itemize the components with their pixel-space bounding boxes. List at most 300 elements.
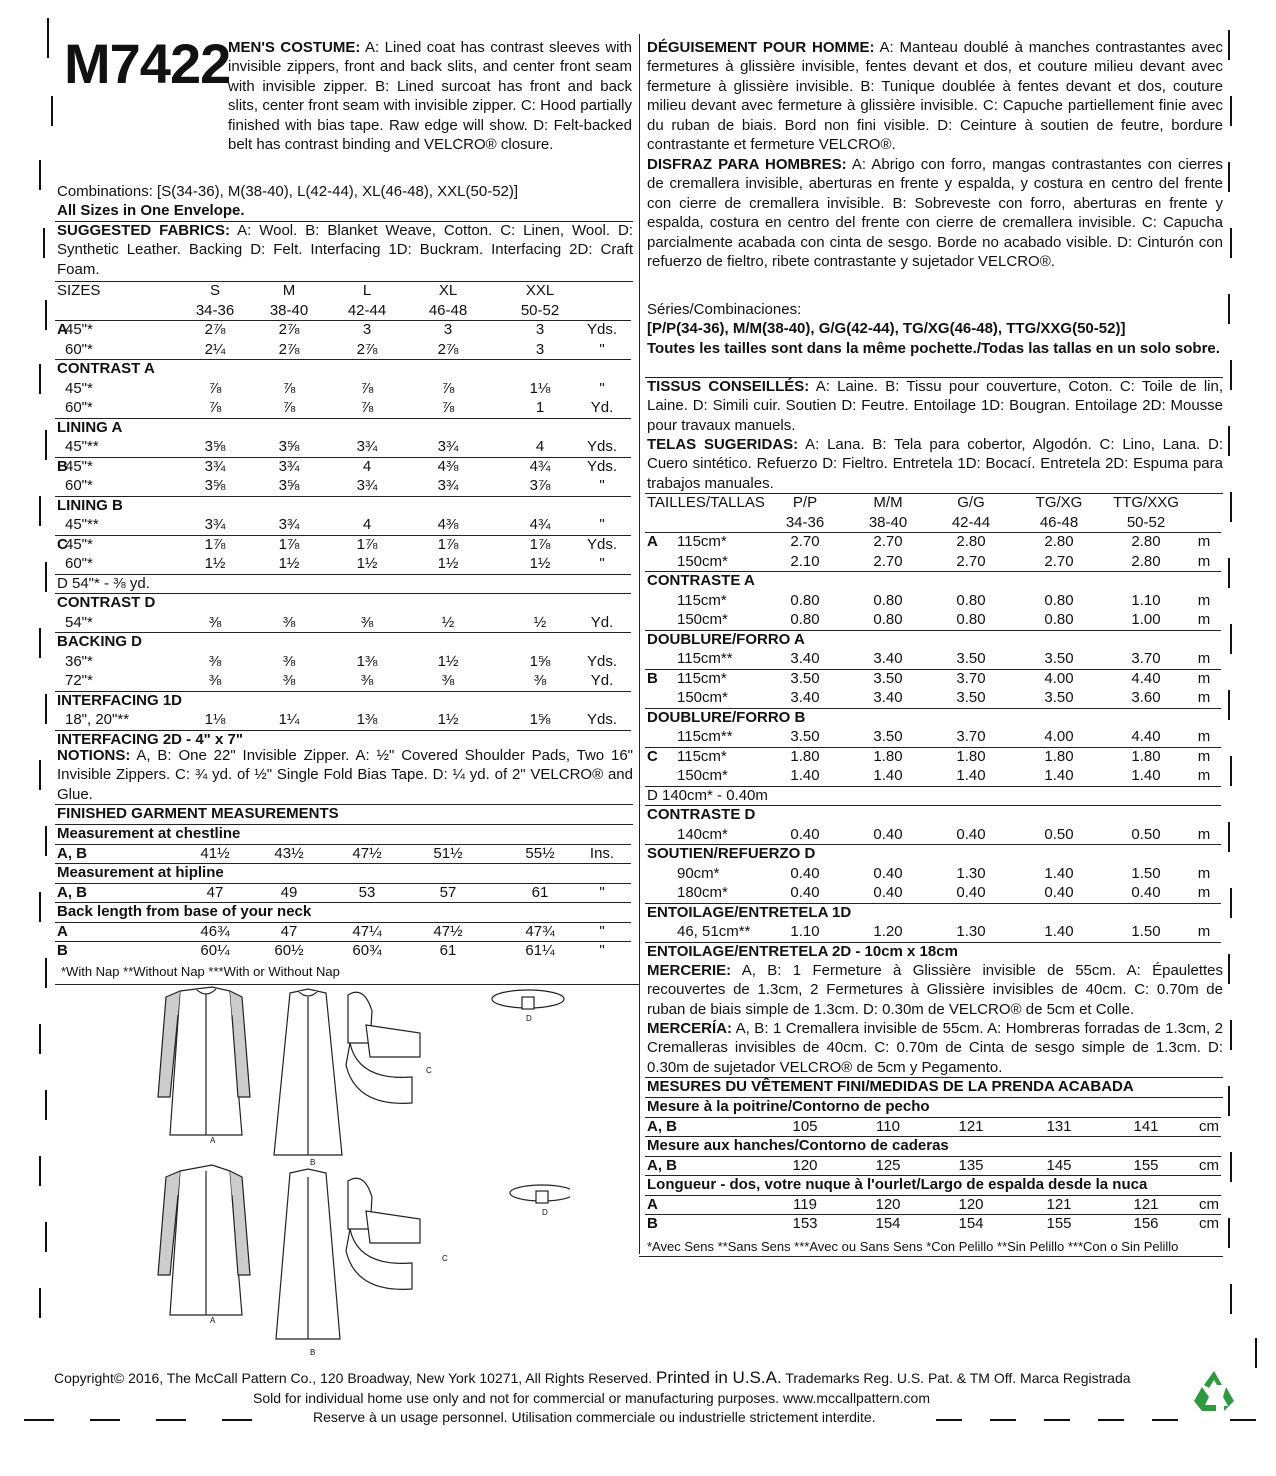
en-cell-value: 3	[535, 340, 545, 358]
metric-finished-view-label: A, B	[647, 1117, 677, 1135]
view-label-a: A	[210, 1136, 216, 1145]
en-header-size: XXL	[525, 282, 555, 299]
metric-cell-value: 1.80	[956, 747, 986, 765]
metric-section-heading: DOUBLURE/FORRO B	[647, 708, 806, 726]
metric-cell-value: 0.80	[790, 591, 820, 609]
view-label-b: B	[310, 1348, 316, 1357]
en-cell-value: ⅞	[282, 399, 296, 416]
metric-section-heading: SOUTIEN/REFUERZO D	[647, 845, 816, 862]
merceria: A, B: 1 Cremallera invisible de 55cm. A: Hombreras forradas de 1.3cm, 2 Cremalleras invisibles de 40cm. C: 0.70m de Cinta de sesgo simple de 1.3cm. D: 0.30m de sujetador VELCRO® de 5cm y Pegamento.	[647, 1020, 1223, 1076]
en-unit: "	[599, 516, 605, 533]
en-cell-value: 4	[535, 438, 545, 455]
metric-cell-value: 3.50	[956, 689, 986, 706]
fr-nap-note: *Avec Sens **Sans Sens ***Avec ou Sans Sens *Con Pelillo **Sin Pelillo ***Con o Sin Pelillo	[647, 1239, 1179, 1254]
metric-cell-value: 1.80	[790, 747, 820, 765]
metric-cell-value: 3.70	[956, 728, 986, 745]
en-cell-value: 3⅝	[278, 477, 300, 494]
en-fabric-width: 45"**	[65, 516, 99, 533]
metric-section-heading: ENTOILAGE/ENTRETELA 1D	[647, 903, 852, 921]
metric-header-size: TTG/XXG	[1113, 494, 1179, 511]
en-fabric-width: 45"*	[65, 457, 93, 475]
metric-cell-value: 1.40	[1131, 767, 1161, 784]
en-cell-value: 3¾	[204, 516, 226, 533]
en-cell-value: ⅞	[282, 379, 296, 397]
metric-header-size: P/P	[792, 494, 818, 511]
metric-cell-value: 2.80	[1131, 552, 1161, 570]
en-section-heading: LINING B	[57, 496, 123, 514]
en-cell-value: 3¾	[437, 477, 459, 494]
en-finished-cell-value: 51½	[433, 844, 463, 862]
en-finished-view-label: A	[57, 922, 68, 940]
metric-cell-value: 3.70	[956, 669, 986, 687]
metric-cell-value: 1.40	[956, 767, 986, 784]
mercerie: A, B: 1 Fermeture à Glissière invisible de 55cm. A: Épaulettes recouvertes de 1.3cm, 2 Fermetures à Glissière invisibles de 40cm. C: 0.70m de ruban de biais simple de 1.3cm. D: 0.30m de VELCRO® de 5cm et Colle.	[647, 962, 1224, 1018]
en-cell-value: 1⅞	[437, 535, 459, 553]
en-finished-cell-value: 53	[358, 883, 376, 901]
metric-fabric-width: 115cm**	[677, 728, 733, 745]
en-notions: A, B: One 22" Invisible Zipper. A: ½" Covered Shoulder Pads, Two 16" Invisible Zippers. C: ¾ yd. of ½" Single Fold Bias Tape. D: ¼ yd. of 2" VELCRO® and Glue.	[57, 747, 634, 803]
en-unit: Yds.	[586, 652, 618, 670]
en-cell-value: ⅞	[441, 379, 455, 397]
en-cell-value: 1¼	[278, 711, 300, 728]
en-cell-value: ⅜	[282, 672, 296, 689]
en-finished-unit: "	[599, 883, 605, 901]
sold-text: Sold for individual home use only and not for commercial or manufacturing purposes. www.mccallpattern.com	[253, 1390, 930, 1406]
view-label-d: D	[526, 1014, 532, 1023]
en-finished-cell-value: 61	[531, 883, 549, 901]
metric-fabric-width: 115cm*	[677, 747, 727, 765]
merceria-label: MERCERÍA:	[647, 1020, 732, 1037]
en-cell-value: 1⅞	[278, 535, 300, 553]
metric-cell-value: 0.40	[790, 864, 820, 882]
metric-finished-cell-value: 110	[876, 1117, 900, 1135]
en-combinations: Combinations: [S(34-36), M(38-40), L(42-44), XL(46-48), XXL(50-52)]	[57, 183, 519, 200]
en-cell-value: 2⅞	[204, 321, 226, 338]
view-label-d: D	[542, 1208, 548, 1217]
en-cell-value: ⅞	[360, 379, 374, 397]
en-cell-value: 1⅝	[529, 652, 551, 670]
metric-cell-value: 0.50	[1131, 825, 1161, 843]
en-finished-section-heading: Back length from base of your neck	[57, 903, 312, 920]
metric-unit: m	[1197, 650, 1211, 667]
en-finished-cell-value: 61	[439, 942, 457, 959]
metric-cell-value: 1.40	[1044, 923, 1074, 940]
en-description: A: Lined coat has contrast sleeves with invisible zippers, front and back slits, and center front seam with invisible zipper. B: Lined surcoat has front and back slits, center front seam with invisible zipper. C: Hood partially finished with bias tape. Raw edge will show. D: Felt-backed belt has contrast binding and VELCRO® closure.	[228, 39, 632, 154]
en-cell-value: ⅜	[360, 672, 374, 689]
pattern-code: M7422	[64, 32, 231, 95]
fr-title: DÉGUISEMENT POUR HOMME:	[647, 39, 875, 56]
en-unit: Yd.	[590, 672, 614, 689]
en-finished-cell-value: 47¼	[352, 922, 382, 940]
metric-cell-value: 2.70	[873, 552, 903, 570]
metric-cell-value: 3.50	[956, 650, 986, 667]
metric-finished-cell-value: 145	[1046, 1156, 1072, 1174]
metric-finished-cell-value: 119	[793, 1195, 817, 1213]
en-header-range: 50-52	[520, 301, 560, 319]
en-unit: Yds.	[586, 457, 618, 475]
en-cell-value: 1⅜	[356, 711, 378, 728]
en-finished-cell-value: 47	[280, 922, 298, 940]
en-cell-value: 3¾	[278, 516, 300, 533]
metric-unit: m	[1197, 825, 1211, 843]
en-header-range: 42-44	[347, 301, 387, 319]
en-fabric-width: 60"*	[65, 399, 93, 416]
en-header-size: S	[209, 282, 221, 299]
metric-unit: m	[1197, 884, 1211, 901]
en-cell-value: 3⅝	[278, 438, 300, 455]
es-title: DISFRAZ PARA HOMBRES:	[647, 156, 847, 173]
tissus-label: TISSUS CONSEILLÉS:	[647, 378, 810, 395]
en-fabric-width: 36"*	[65, 652, 93, 670]
en-cell-value: 2¼	[204, 340, 226, 358]
en-cell-value: 1⅜	[356, 652, 378, 670]
metric-finished-unit: cm	[1199, 1117, 1219, 1135]
metric-finished-section-heading: Mesure aux hanches/Contorno de caderas	[647, 1137, 949, 1154]
en-cell-value: ⅜	[208, 652, 222, 670]
metric-fabric-width: 140cm*	[677, 825, 728, 843]
en-cell-value: 4¾	[529, 457, 551, 475]
metric-finished-cell-value: 120	[958, 1195, 984, 1213]
metric-cell-value: 4.00	[1044, 669, 1074, 687]
en-cell-value: 3⅝	[204, 438, 226, 455]
view-label-b: B	[310, 1158, 316, 1167]
metric-section-heading: CONTRASTE D	[647, 806, 756, 823]
en-cell-value: 3¾	[278, 457, 300, 475]
en-finished-view-label: A, B	[57, 883, 87, 901]
metric-cell-value: 0.80	[1044, 591, 1074, 609]
metric-cell-value: 4.40	[1131, 669, 1161, 687]
metric-view-label: B	[647, 669, 658, 687]
en-cell-value: ⅞	[441, 399, 455, 416]
metric-finished-cell-value: 120	[792, 1156, 818, 1174]
en-fabric-width: 60"*	[65, 555, 93, 572]
en-finished-cell-value: 57	[439, 883, 457, 901]
metric-header-size: G/G	[957, 494, 985, 511]
en-finished-title: FINISHED GARMENT MEASUREMENTS	[57, 805, 339, 822]
en-finished-cell-value: 60½	[274, 942, 304, 959]
metric-fabric-width: 150cm*	[677, 552, 728, 570]
metric-finished-cell-value: 153	[792, 1215, 818, 1232]
printed-text: Printed in U.S.A.	[656, 1368, 782, 1387]
metric-cell-value: 0.40	[956, 884, 986, 901]
metric-unit: m	[1197, 552, 1211, 570]
metric-view-label: C	[647, 747, 658, 765]
metric-fabric-width: 115cm*	[677, 533, 727, 550]
metric-cell-value: 0.40	[790, 884, 820, 901]
metric-cell-value: 2.10	[790, 552, 820, 570]
metric-cell-value: 3.40	[790, 689, 820, 706]
trademarks-text: Trademarks Reg. U.S. Pat. & TM Off. Marca Registrada	[785, 1370, 1131, 1386]
metric-cell-value: 3.40	[873, 689, 903, 706]
en-finished-section-heading: Measurement at chestline	[57, 825, 241, 842]
metric-finished-cell-value: 155	[1133, 1156, 1159, 1174]
metric-cell-value: 0.40	[873, 864, 903, 882]
en-cell-value: 1½	[437, 711, 459, 728]
metric-cell-value: 1.40	[873, 767, 903, 784]
metric-cell-value: 1.30	[956, 864, 986, 882]
metric-cell-value: 2.70	[873, 533, 903, 550]
metric-cell-value: 0.50	[1044, 825, 1074, 843]
en-section-heading: INTERFACING 1D	[57, 691, 183, 709]
metric-cell-value: 1.40	[1044, 767, 1074, 784]
metric-fabric-width: 180cm*	[677, 884, 728, 901]
metric-cell-value: 0.40	[873, 884, 903, 901]
metric-cell-value: 2.70	[956, 552, 986, 570]
metric-finished-cell-value: 131	[1046, 1117, 1072, 1135]
metric-cell-value: 2.70	[790, 533, 820, 550]
metric-single-row: D 140cm* - 0.40m	[647, 786, 768, 804]
en-finished-cell-value: 61¼	[525, 942, 555, 959]
metric-finished-section-heading: Longueur - dos, votre nuque à l'ourlet/Largo de espalda desde la nuca	[647, 1176, 1148, 1193]
metric-finished-view-label: A, B	[647, 1156, 677, 1174]
metric-section-heading: ENTOILAGE/ENTRETELA 2D - 10cm x 18cm	[647, 942, 958, 960]
metric-finished-cell-value: 154	[875, 1215, 901, 1232]
metric-cell-value: 0.40	[1131, 884, 1161, 901]
metric-cell-value: 2.80	[1044, 533, 1074, 550]
en-fabric-width: 72"*	[65, 672, 93, 689]
en-cell-value: ½	[441, 613, 455, 631]
en-cell-value: 3⅞	[529, 477, 551, 494]
en-cell-value: 1⅞	[356, 535, 378, 553]
metric-cell-value: 3.50	[873, 728, 903, 745]
metric-finished-cell-value: 121	[958, 1117, 984, 1135]
en-header-label: SIZES	[57, 282, 101, 299]
en-fabrics: A: Wool. B: Blanket Weave, Cotton. C: Linen, Wool. D: Synthetic Leather. Backing D: Felt. Interfacing 1D: Buckram. Interfacing 2D: Craft Foam.	[57, 222, 633, 278]
metric-unit: m	[1197, 611, 1211, 628]
en-finished-cell-value: 60¾	[352, 942, 382, 959]
en-notions-label: NOTIONS:	[57, 747, 131, 764]
en-finished-cell-value: 47½	[433, 922, 463, 940]
en-cell-value: 2⅞	[356, 340, 378, 358]
en-cell-value: 3	[443, 321, 453, 338]
en-unit: Yds.	[586, 438, 618, 455]
en-fabric-width: 54"*	[65, 613, 93, 631]
en-finished-cell-value: 43½	[274, 844, 304, 862]
metric-cell-value: 0.80	[956, 611, 986, 628]
metric-fabric-width: 115cm**	[677, 650, 733, 667]
en-view-label: A	[57, 321, 68, 338]
metric-finished-cell-value: 155	[1046, 1215, 1072, 1232]
metric-fabric-width: 90cm*	[677, 864, 720, 882]
metric-cell-value: 1.40	[790, 767, 820, 784]
metric-finished-view-label: A	[647, 1195, 658, 1213]
en-cell-value: 4⅜	[437, 457, 459, 475]
en-finished-cell-value: 47¾	[525, 922, 555, 940]
metric-cell-value: 2.80	[956, 533, 986, 550]
metric-cell-value: 3.50	[790, 669, 820, 687]
en-unit: Yds.	[586, 535, 618, 553]
metric-fabric-width: 150cm*	[677, 767, 728, 784]
metric-header-label: TAILLES/TALLAS	[647, 494, 765, 511]
metric-cell-value: 3.50	[1044, 650, 1074, 667]
fr-all-sizes: Toutes les tailles sont dans la même pochette./Todas las tallas en un solo sobre.	[647, 340, 1220, 357]
en-cell-value: 3¾	[204, 457, 226, 475]
metric-header-range: 34-36	[785, 513, 825, 531]
metric-cell-value: 1.20	[873, 923, 903, 940]
en-fabric-width: 45"*	[65, 535, 93, 553]
en-finished-cell-value: 49	[280, 883, 298, 901]
en-cell-value: 4⅜	[437, 516, 459, 533]
metric-section-heading: DOUBLURE/FORRO A	[647, 630, 805, 648]
metric-finished-section-heading: Mesure à la poitrine/Contorno de pecho	[647, 1098, 930, 1115]
metric-cell-value: 2.80	[1131, 533, 1161, 550]
en-cell-value: 1⅞	[204, 535, 226, 553]
metric-finished-cell-value: 121	[1046, 1195, 1072, 1213]
metric-section-heading: CONTRASTE A	[647, 572, 755, 589]
metric-finished-cell-value: 135	[958, 1156, 984, 1174]
metric-cell-value: 3.60	[1131, 689, 1161, 706]
en-cell-value: 1⅝	[529, 711, 551, 728]
metric-cell-value: 1.80	[873, 747, 903, 765]
metric-fabric-width: 115cm*	[677, 669, 727, 687]
metric-cell-value: 1.30	[956, 923, 986, 940]
metric-unit: m	[1197, 728, 1211, 745]
en-cell-value: ⅜	[282, 613, 296, 631]
en-header-range: 46-48	[428, 301, 468, 319]
metric-cell-value: 3.70	[1131, 650, 1161, 667]
metric-cell-value: 1.40	[1044, 864, 1074, 882]
metric-cell-value: 0.80	[1044, 611, 1074, 628]
metric-cell-value: 3.50	[873, 669, 903, 687]
metric-cell-value: 0.40	[1044, 884, 1074, 901]
en-finished-view-label: B	[57, 942, 68, 959]
en-cell-value: 2⅞	[278, 321, 300, 338]
en-header-range: 34-36	[195, 301, 235, 319]
en-cell-value: 2⅞	[437, 340, 459, 358]
en-cell-value: 3¾	[356, 477, 378, 494]
en-cell-value: ⅜	[441, 672, 455, 689]
en-cell-value: ⅜	[282, 652, 296, 670]
view-label-a: A	[210, 1316, 216, 1325]
en-cell-value: 3	[362, 321, 372, 338]
en-cell-value: 3	[535, 321, 545, 338]
metric-unit: m	[1197, 669, 1211, 687]
metric-finished-cell-value: 156	[1133, 1215, 1159, 1232]
en-cell-value: ½	[533, 613, 547, 631]
en-fabrics-label: SUGGESTED FABRICS:	[57, 222, 230, 239]
en-fabric-width: 45"*	[65, 379, 93, 397]
metric-finished-cell-value: 141	[1133, 1117, 1159, 1135]
en-cell-value: 4¾	[529, 516, 551, 533]
metric-cell-value: 1.80	[1044, 747, 1074, 765]
metric-cell-value: 1.50	[1131, 923, 1161, 940]
metric-finished-unit: cm	[1199, 1156, 1219, 1174]
metric-unit: m	[1197, 533, 1211, 550]
en-cell-value: 1⅛	[204, 711, 226, 728]
en-section-heading: BACKING D	[57, 633, 142, 650]
en-fabric-width: 18", 20"**	[65, 711, 130, 728]
en-unit: "	[599, 379, 605, 397]
metric-cell-value: 3.50	[1044, 689, 1074, 706]
en-cell-value: ⅜	[533, 672, 547, 689]
en-finished-unit: "	[599, 922, 605, 940]
metric-cell-value: 3.40	[873, 650, 903, 667]
metric-cell-value: 1.00	[1131, 611, 1161, 628]
en-cell-value: 4	[362, 457, 372, 475]
metric-view-label: A	[647, 533, 658, 550]
telas-label: TELAS SUGERIDAS:	[647, 436, 799, 453]
en-cell-value: 1½	[356, 555, 378, 572]
metric-fabric-width: 150cm*	[677, 689, 728, 706]
metric-unit: m	[1197, 767, 1211, 784]
en-cell-value: ⅞	[208, 379, 222, 397]
en-single-row: D 54"* - ⅜ yd.	[57, 574, 150, 592]
metric-header-range: 42-44	[951, 513, 991, 531]
metric-header-size: M/M	[873, 494, 903, 511]
en-finished-cell-value: 55½	[525, 844, 555, 862]
en-finished-view-label: A, B	[57, 844, 87, 862]
en-cell-value: 2⅞	[278, 340, 300, 358]
fr-combinations: [P/P(34-36), M/M(38-40), G/G(42-44), TG/XG(46-48), TTG/XXG(50-52)]	[647, 320, 1126, 337]
en-finished-cell-value: 47	[206, 883, 224, 901]
en-unit: Yd.	[590, 399, 614, 416]
en-nap-note: *With Nap **Without Nap ***With or Without Nap	[61, 964, 340, 979]
en-finished-unit: "	[599, 942, 605, 959]
en-section-heading: CONTRAST A	[57, 360, 155, 377]
metric-unit: m	[1197, 864, 1211, 882]
en-finished-cell-value: 46¾	[200, 922, 230, 940]
en-view-label: C	[57, 535, 68, 553]
metric-finished-cell-value: 120	[875, 1195, 901, 1213]
metric-cell-value: 4.40	[1131, 728, 1161, 745]
en-fabric-width: 60"*	[65, 477, 93, 494]
en-header-range: 38-40	[269, 301, 309, 319]
metric-cell-value: 2.70	[1044, 552, 1074, 570]
view-label-c: C	[426, 1066, 432, 1075]
metric-cell-value: 0.40	[790, 825, 820, 843]
en-cell-value: 1	[535, 399, 545, 416]
fr-description: A: Manteau doublé à manches contrastantes avec fermetures à glissière invisible, fentes devant et dos, et couture milieu devant avec fermeture à glissière invisible. B: Tunique doublée à fentes devant et dos, couture milieu devant avec fermeture à glissière invisible. C: Capuche partiellement finie avec du ruban de biais. Bord non fini visible. D: Ceinture à soutien de feutre, bordure contrastante et fermeture VELCRO®.	[647, 39, 1223, 154]
en-unit: Yd.	[590, 613, 614, 631]
en-finished-cell-value: 60¼	[200, 942, 230, 959]
metric-unit: m	[1197, 591, 1211, 609]
metric-header-range: 38-40	[868, 513, 908, 531]
en-section-heading: INTERFACING 2D - 4" x 7"	[57, 730, 243, 748]
metric-unit: m	[1197, 747, 1211, 765]
metric-cell-value: 0.80	[873, 591, 903, 609]
en-cell-value: 1½	[529, 555, 551, 572]
copyright-text: Copyright© 2016, The McCall Pattern Co., 120 Broadway, New York 10271, All Rights Reserved.	[54, 1370, 653, 1386]
metric-cell-value: 0.80	[956, 591, 986, 609]
metric-finished-cell-value: 105	[792, 1117, 818, 1135]
metric-header-size: TG/XG	[1035, 494, 1083, 511]
metric-fabric-width: 46, 51cm**	[677, 923, 751, 940]
metric-cell-value: 1.50	[1131, 864, 1161, 882]
mesures-title: MESURES DU VÊTEMENT FINI/MEDIDAS DE LA PRENDA ACABADA	[647, 1078, 1134, 1095]
metric-fabric-width: 150cm*	[677, 611, 728, 628]
en-cell-value: ⅜	[360, 613, 374, 631]
metric-cell-value: 3.40	[790, 650, 820, 667]
metric-unit: m	[1197, 689, 1211, 706]
en-cell-value: 1½	[437, 555, 459, 572]
en-cell-value: 1½	[204, 555, 226, 572]
en-section-heading: CONTRAST D	[57, 594, 156, 611]
en-title: MEN'S COSTUME:	[228, 39, 361, 56]
metric-finished-view-label: B	[647, 1215, 658, 1232]
en-finished-unit: Ins.	[589, 844, 615, 862]
en-unit: Yds.	[586, 711, 618, 728]
mercerie-label: MERCERIE:	[647, 962, 732, 979]
es-description: A: Abrigo con forro, mangas contrastantes con cierres de cremallera invisible, aberturas en frente y espalda, y costura en centro del frente con cierre de cremallera invisible. B: Sobreveste con forro, aberturas en frente y espalda, costura en centro del frente con cierre de cremallera invisible. C: Capucha parcialmente acabada con cinta de sesgo. Borde no acabado visible. D: Cinturón con refuerzo de fieltro, ribete contrastante y sujetador VELCRO®.	[647, 156, 1223, 271]
metric-cell-value: 1.10	[1131, 591, 1161, 609]
en-header-size: L	[362, 282, 372, 299]
metric-cell-value: 0.40	[956, 825, 986, 843]
metric-finished-cell-value: 125	[875, 1156, 901, 1174]
metric-cell-value: 0.40	[873, 825, 903, 843]
metric-header-range: 46-48	[1039, 513, 1079, 531]
metric-cell-value: 3.50	[790, 728, 820, 745]
tissus: A: Laine. B: Tissu pour couverture, Coton. C: Toile de lin, Laine. D: Simili cuir. Soutien D: Feutre. Entoilage 1D: Bougran. Entoilage 2D: Mousse pour travaux manuels.	[647, 378, 1224, 434]
